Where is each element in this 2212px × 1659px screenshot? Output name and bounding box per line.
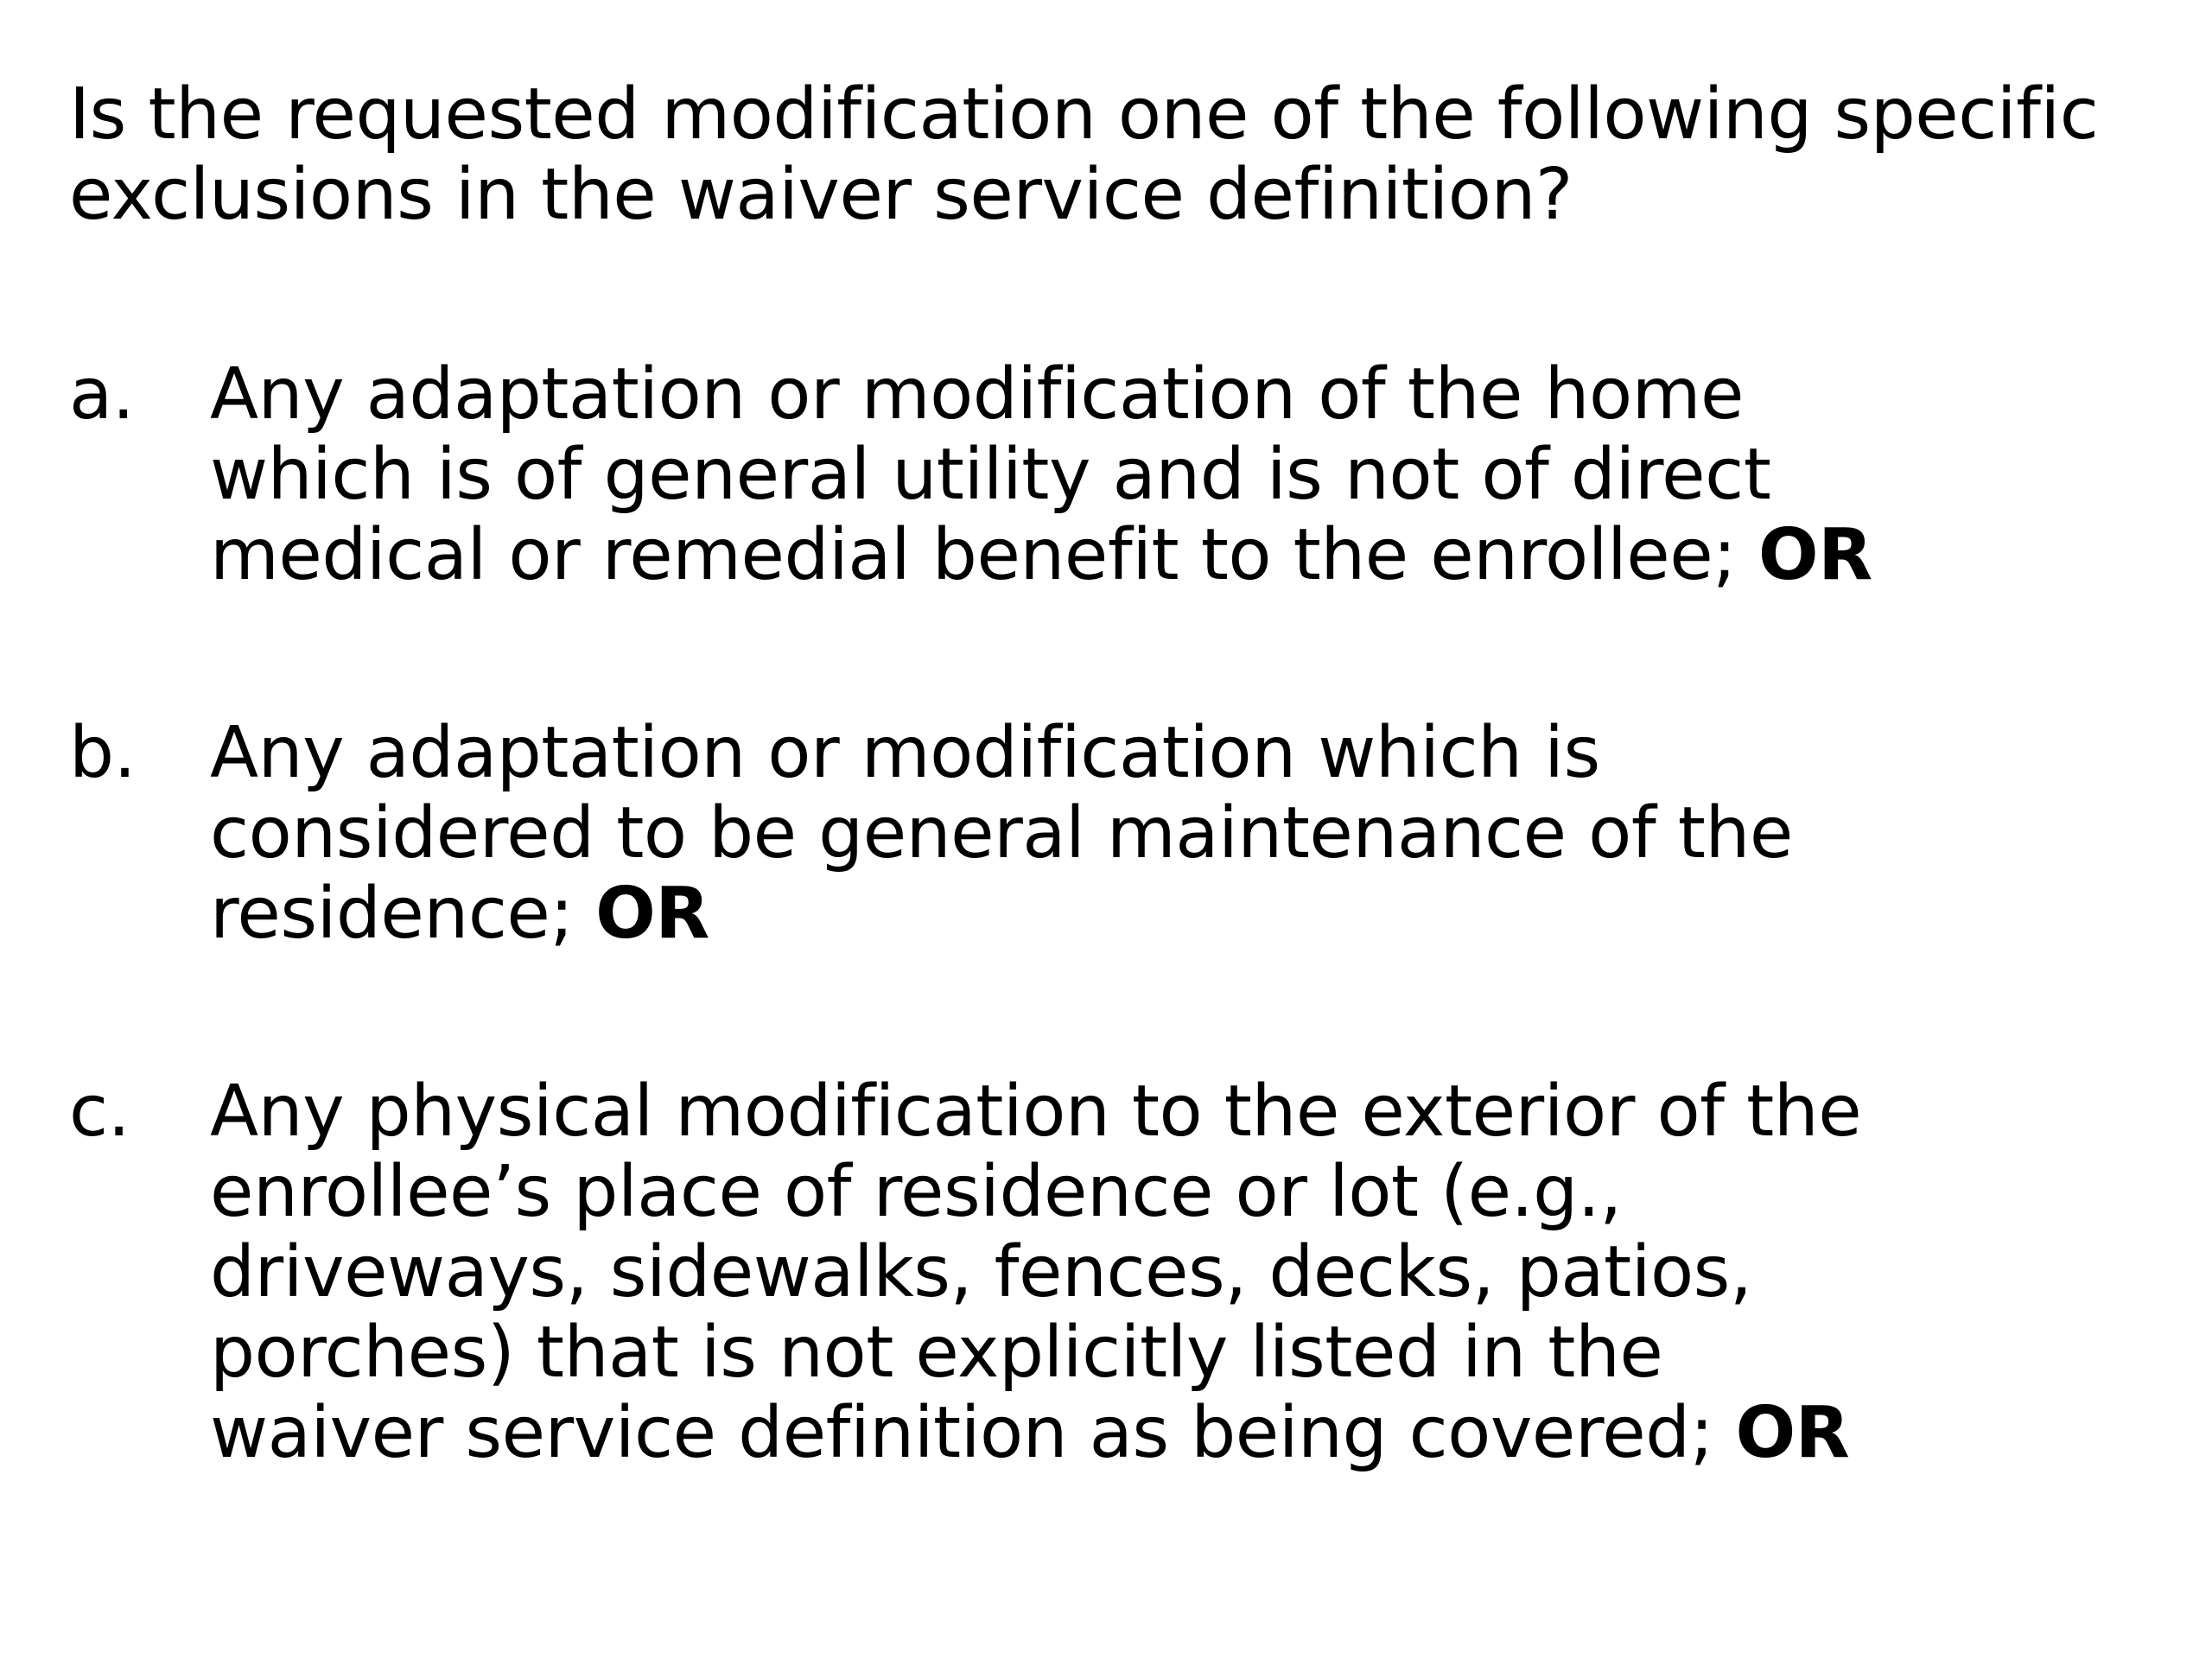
- list-marker: c.: [69, 1071, 130, 1153]
- exclusion-text: [210, 354, 2143, 595]
- exclusion-text: [210, 1071, 2143, 1473]
- or-connector: OR: [1735, 1392, 1850, 1474]
- question-heading: [69, 74, 2160, 235]
- or-connector: OR: [1758, 514, 1872, 596]
- exclusion-line-text: medical or remedial benefit to the enrollee;: [210, 514, 1737, 596]
- exclusion-line: Any physical modification to the exterior of the: [210, 1071, 1862, 1153]
- list-marker: a.: [69, 353, 135, 435]
- exclusion-line: driveways, sidewalks, fences, decks, patios,: [210, 1231, 1752, 1313]
- exclusion-line: Any adaptation or modification which is: [210, 712, 1600, 794]
- exclusion-line: considered to be general maintenance of the: [210, 792, 1793, 874]
- exclusion-line-last: [210, 515, 2143, 595]
- exclusion-line-text: residence;: [210, 873, 574, 955]
- list-marker: b.: [69, 712, 137, 794]
- exclusion-line-last: [210, 874, 2143, 954]
- exclusion-line-text: waiver service definition as being covered;: [210, 1392, 1713, 1474]
- question-line: Is the requested modification one of the following specific: [69, 73, 2099, 156]
- exclusion-line: which is of general utility and is not of direct: [210, 434, 1771, 516]
- question-line: exclusions in the waiver service definition?: [69, 154, 1573, 236]
- exclusion-line: porches) that is not explicitly listed in the: [210, 1312, 1663, 1394]
- exclusion-line: Any adaptation or modification of the home: [210, 353, 1744, 435]
- exclusion-line-last: [210, 1393, 2143, 1473]
- or-connector: OR: [595, 873, 709, 955]
- exclusion-text: [210, 713, 2143, 954]
- exclusion-line: enrollee’s place of residence or lot (e.g.,: [210, 1151, 1622, 1233]
